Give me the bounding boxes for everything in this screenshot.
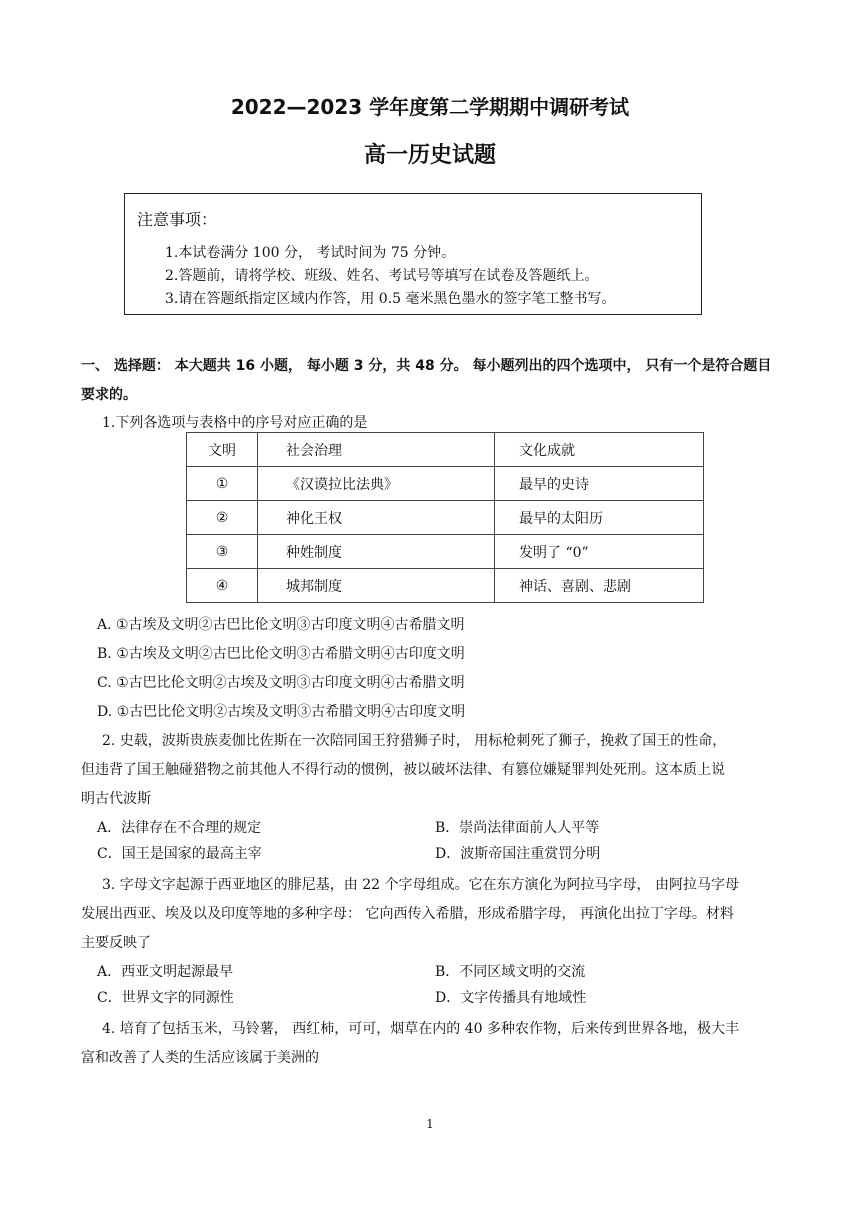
question-1-option: D. ①古巴比伦文明②古埃及文明③古希腊文明④古印度文明 (97, 704, 466, 720)
question-1-option: C. ①古巴比伦文明②古埃及文明③古印度文明④古希腊文明 (97, 675, 465, 691)
notice-item: 3.请在答题纸指定区域内作答，用 0.5 毫米黑色墨水的签字笔工整书写。 (165, 291, 616, 307)
question-2-option: A．法律存在不合理的规定 (97, 820, 262, 836)
section-heading: 一、 选择题： 本大题共 16 小题， 每小题 3 分，共 48 分。 每小题列出的四个选项中， 只有一个是符合题目要求的。 (81, 358, 772, 403)
exam-title: 2022—2023 学年度第二学期期中调研考试 (230, 95, 630, 119)
table-row (187, 535, 704, 569)
question-2-option: D．波斯帝国注重赏罚分明 (435, 846, 601, 862)
table-cell: ④ (187, 569, 258, 603)
question-3-option: D．文字传播具有地域性 (435, 990, 587, 1006)
table-row (187, 569, 704, 603)
exam-subtitle: 高一历史试题 (363, 143, 496, 168)
question-2-text: 明古代波斯 (81, 791, 151, 807)
table-header-cell: 文化成就 (495, 433, 704, 467)
question-3-text: 3. 字母文字起源于西亚地区的腓尼基，由 22 个字母组成。它在东方演化为阿拉马字母， 由阿拉马字母 (102, 877, 739, 893)
table-cell: 《汉谟拉比法典》 (258, 467, 495, 501)
table-cell: ② (187, 501, 258, 535)
table-row (187, 501, 704, 535)
table-cell: 种姓制度 (258, 535, 495, 569)
table-cell: ③ (187, 535, 258, 569)
question-3-text: 主要反映了 (81, 935, 151, 951)
notice-item: 2.答题前，请将学校、班级、姓名、考试号等填写在试卷及答题纸上。 (165, 268, 599, 284)
table-cell: 城邦制度 (258, 569, 495, 603)
table-header-row (187, 433, 704, 467)
table-cell: 发明了 “0” (495, 535, 704, 569)
table-cell: 神化王权 (258, 501, 495, 535)
question-1-table (186, 432, 704, 603)
table-row (187, 467, 704, 501)
table-cell: 最早的史诗 (495, 467, 704, 501)
table-header-cell: 文明 (187, 433, 258, 467)
question-2-option: C．国王是国家的最高主宰 (97, 846, 262, 862)
notice-item: 1.本试卷满分 100 分， 考试时间为 75 分钟。 (165, 245, 456, 261)
table-cell: ① (187, 467, 258, 501)
question-3-option: A．西亚文明起源最早 (97, 964, 234, 980)
question-3-option: C．世界文字的同源性 (97, 990, 234, 1006)
question-1-option: A. ①古埃及文明②古巴比伦文明③古印度文明④古希腊文明 (97, 617, 465, 633)
question-4-text: 富和改善了人类的生活应该属于美洲的 (81, 1050, 319, 1066)
question-3-text: 发展出西亚、埃及以及印度等地的多种字母： 它向西传入希腊，形成希腊字母， 再演化出拉丁字母。材料 (81, 906, 734, 922)
question-2-option: B．崇尚法律面前人人平等 (435, 820, 600, 836)
question-3-option: B．不同区域文明的交流 (435, 964, 586, 980)
page-number: 1 (426, 1117, 434, 1131)
table-cell: 神话、喜剧、悲剧 (495, 569, 704, 603)
question-4-text: 4. 培育了包括玉米，马铃薯， 西红柿，可可，烟草在内的 40 多种农作物，后来传到世界各地，极大丰 (102, 1021, 739, 1037)
question-2-text: 但违背了国王触碰猎物之前其他人不得行动的惯例，被以破坏法律、有篡位嫌疑罪判处死刑。这本质上说 (81, 762, 725, 778)
notice-box (124, 193, 702, 315)
notice-title: 注意事项： (137, 210, 218, 229)
table-header-cell: 社会治理 (258, 433, 495, 467)
question-1-option: B. ①古埃及文明②古巴比伦文明③古希腊文明④古印度文明 (97, 646, 465, 662)
question-2-text: 2. 史载，波斯贵族麦伽比佐斯在一次陪同国王狩猎狮子时， 用标枪刺死了狮子，挽救了国王的性命， (102, 733, 727, 749)
table-cell: 最早的太阳历 (495, 501, 704, 535)
question-1-stem: 1.下列各选项与表格中的序号对应正确的是 (102, 415, 368, 431)
